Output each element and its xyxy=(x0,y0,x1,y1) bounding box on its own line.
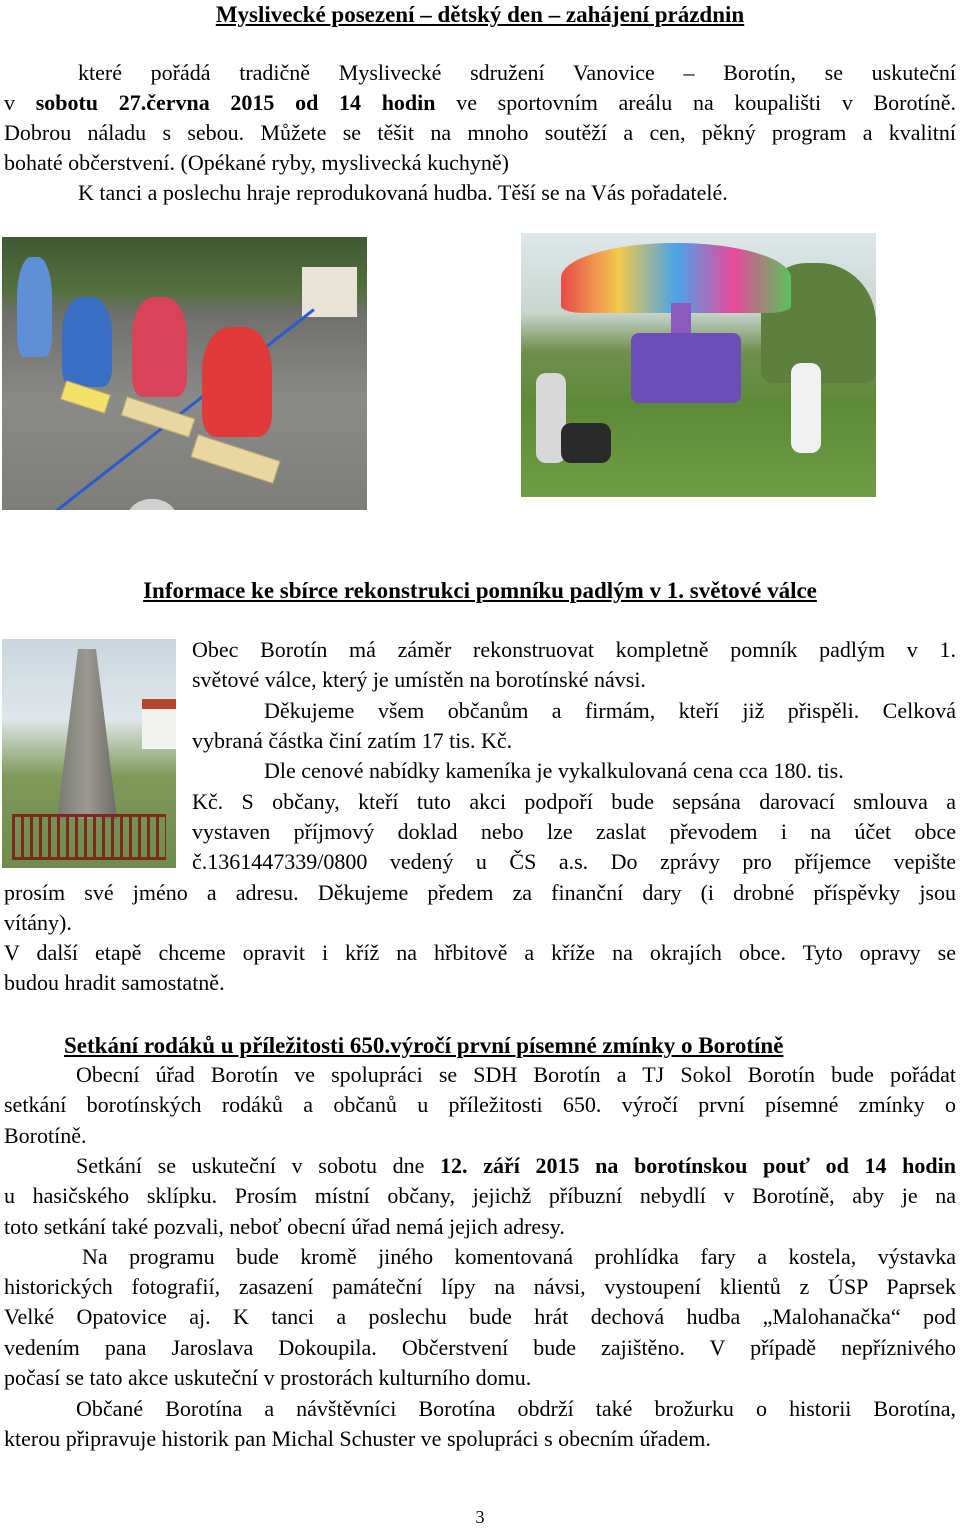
paragraph-line: vedením pana Jaroslava Dokoupila. Občerstvení bude zajištěno. V případě nepříznivého xyxy=(4,1335,956,1360)
paragraph-line: vybraná částka činí zatím 17 tis. Kč. xyxy=(192,728,513,753)
paragraph-line: bohaté občerstvení. (Opékané ryby, myslivecká kuchyně) xyxy=(4,150,510,175)
paragraph-line: budou hradit samostatně. xyxy=(4,970,225,995)
paragraph-line: kterou připravuje historik pan Michal Schuster ve spolupráci s obecním úřadem. xyxy=(4,1426,711,1451)
paragraph-line: prosím své jméno a adresu. Děkujeme předem za finanční dary (i drobné příspěvky jsou xyxy=(4,880,956,905)
paragraph-line: které pořádá tradičně Myslivecké sdružení Vanovice – Borotín, se uskuteční xyxy=(78,60,956,85)
paragraph-line: V další etapě chceme opravit i kříž na hřbitově a kříže na okrajích obce. Tyto opravy se xyxy=(4,940,956,965)
paragraph-line: Dle cenové nabídky kameníka je vykalkulovaná cena cca 180. tis. xyxy=(264,758,844,783)
paragraph-line: Velké Opatovice aj. K tanci a poslechu bude hrát dechová hudba „Malohanačka“ pod xyxy=(4,1304,956,1329)
paragraph-line: počasí se tato akce uskuteční v prostorách kulturního domu. xyxy=(4,1365,532,1390)
paragraph-line: historických fotografií, zasazení památeční lípy na návsi, vystoupení klientů z ÚSP Paprsek xyxy=(4,1274,956,1299)
paragraph-line: Borotíně. xyxy=(4,1123,87,1148)
children-hammering-photo xyxy=(2,237,367,510)
section-title-reunion: Setkání rodáků u příležitosti 650.výročí první písemné zmínky o Borotíně xyxy=(64,1033,784,1058)
paragraph-line: Obecní úřad Borotín ve spolupráci se SDH Borotín a TJ Sokol Borotín bude pořádat xyxy=(76,1062,956,1087)
paragraph-line: č.1361447339/0800 vedený u ČS a.s. Do zprávy pro příjemce vepište xyxy=(192,849,956,874)
paragraph-line: Na programu bude kromě jiného komentovaná prohlídka fary a kostela, výstavka xyxy=(82,1244,956,1269)
carousel-photo xyxy=(521,233,876,497)
page-number: 3 xyxy=(475,1507,485,1527)
paragraph-line: Děkujeme všem občanům a firmám, kteří již přispěli. Celková xyxy=(264,698,956,723)
paragraph-line: v sobotu 27.června 2015 od 14 hodin ve sportovním areálu na koupališti v Borotíně. xyxy=(4,90,956,115)
section-title-memorial: Informace ke sbírce rekonstrukci pomníku padlým v 1. světové válce xyxy=(143,578,817,603)
paragraph-line: Obec Borotín má záměr rekonstruovat kompletně pomník padlým v 1. xyxy=(192,637,956,662)
paragraph-line: Setkání se uskuteční v sobotu dne 12. září 2015 na borotínskou pouť od 14 hodin xyxy=(76,1153,957,1178)
paragraph-line: u hasičského sklípku. Prosím místní občany, jejichž příbuzní nebydlí v Borotíně, aby je na xyxy=(4,1183,956,1208)
paragraph-line: toto setkání také pozvali, neboť obecní úřad nemá jejich adresy. xyxy=(4,1214,565,1239)
paragraph-line: K tanci a poslechu hraje reprodukovaná hudba. Těší se na Vás pořadatelé. xyxy=(78,180,728,205)
paragraph-line: Kč. S občany, kteří tuto akci podpoří bude sepsána darovací smlouva a xyxy=(192,789,956,814)
paragraph-line: setkání borotínských rodáků a občanů u příležitosti 650. výročí první písemné zmínky o xyxy=(4,1092,956,1117)
paragraph-line: vítány). xyxy=(4,910,72,935)
paragraph-line: Dobrou náladu s sebou. Můžete se těšit na mnoho soutěží a cen, pěkný program a kvalitní xyxy=(4,120,956,145)
paragraph-line: světové válce, který je umístěn na borotínské návsi. xyxy=(192,667,646,692)
section-title-hunting: Myslivecké posezení – dětský den – zahájení prázdnin xyxy=(215,2,745,27)
paragraph-line: vystaven příjmový doklad nebo lze zaslat převodem i na účet obce xyxy=(192,819,956,844)
war-memorial-photo xyxy=(2,639,176,868)
paragraph-line: Občané Borotína a návštěvníci Borotína obdrží také brožurku o historii Borotína, xyxy=(76,1396,956,1421)
